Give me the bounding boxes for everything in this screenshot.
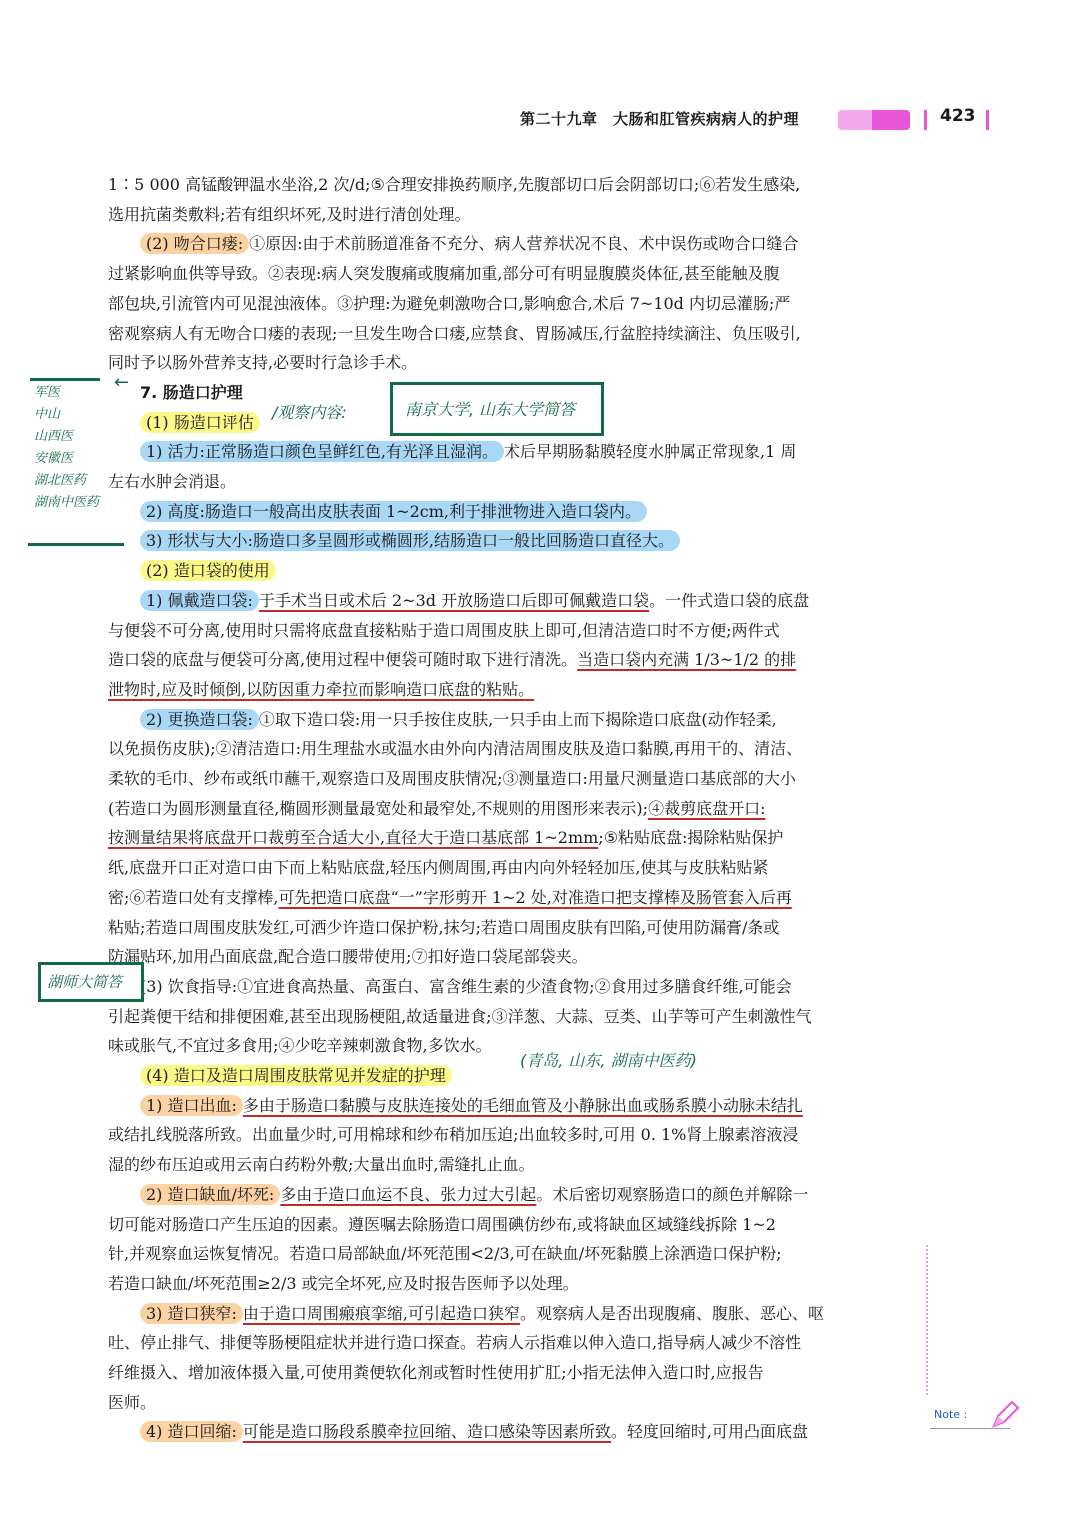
text-segment: (3) 饮食指导:①宜进食高热量、高蛋白、富含维生素的少渣食物;②食用过多膳食纤维,可能会 xyxy=(140,977,792,996)
text-line xyxy=(108,1031,904,1061)
underlined-text: 按测量结果将底盘开口裁剪至合适大小,直径大于造口基底部 1~2mm xyxy=(108,828,599,847)
highlighted-text: (1) 肠造口评估 xyxy=(140,412,260,433)
text-line xyxy=(108,319,904,349)
text-line xyxy=(108,675,904,705)
text-segment: 味或胀气,不宜过多食用;④少吃辛辣刺激食物,多饮水。 xyxy=(108,1036,492,1055)
highlighted-text: 3) 造口狭窄: xyxy=(140,1303,243,1324)
text-line xyxy=(140,705,904,735)
underlined-text: 当造口袋内充满 1/3~1/2 的排 xyxy=(577,650,797,669)
text-segment: 左右水肿会消退。 xyxy=(108,472,237,491)
text-segment: 湿的纱布压迫或用云南白药粉外敷;大量出血时,需缝扎止血。 xyxy=(108,1155,535,1174)
handwritten-observe-note: /观察内容: xyxy=(272,403,347,422)
underlined-text: 于手术当日或术后 2~3d 开放肠造口后即可佩戴造口袋 xyxy=(258,591,650,610)
text-line xyxy=(108,1358,904,1388)
text-segment: 防漏贴环,加用凸面底盘,配合造口腰带使用;⑦扣好造口袋尾部袋夹。 xyxy=(108,947,588,966)
underlined-text: 泄物时,应及时倾倒,以防因重力牵拉而影响造口底盘的粘贴。 xyxy=(108,680,535,699)
handwritten-school-list xyxy=(34,382,124,514)
underlined-text: 由于造口周围瘢痕挛缩,可引起造口狭窄 xyxy=(242,1304,520,1323)
highlighted-text: (4) 造口及造口周围皮肤常见并发症的护理 xyxy=(140,1065,452,1086)
handwritten-rule xyxy=(30,378,100,381)
text-line xyxy=(140,556,904,586)
text-segment: 纤维摄入、增加液体摄入量,可使用粪便软化剂或暂时性使用扩肛;小指无法伸入造口时,应报告 xyxy=(108,1363,764,1382)
text-segment: 同时予以肠外营养支持,必要时行急诊手术。 xyxy=(108,353,418,372)
page-header xyxy=(0,104,1080,134)
handwritten-school: 湖南中医药 xyxy=(34,495,100,510)
handwritten-box xyxy=(38,962,144,1002)
text-segment: 吐、停止排气、排便等肠梗阻症状并进行造口探查。若病人示指难以伸入造口,指导病人减少不溶性 xyxy=(108,1333,802,1352)
text-line xyxy=(108,913,904,943)
page-number: 423 xyxy=(940,106,976,126)
text-line xyxy=(108,1120,904,1150)
text-segment: 柔软的毛巾、纱布或纸巾蘸干,观察造口及周围皮肤情况;③测量造口:用量尺测量造口基底部的大小 xyxy=(108,769,796,788)
handwritten-school: 湖北医药 xyxy=(34,473,87,488)
underlined-text: 可能是造口肠段系膜牵拉回缩、造口感染等因素所致 xyxy=(242,1422,611,1441)
highlighted-text: 1) 活力:正常肠造口颜色呈鲜红色,有光泽且湿润。 xyxy=(140,441,504,462)
text-line xyxy=(108,170,904,200)
text-line xyxy=(108,823,904,853)
highlighted-text: (2) 吻合口瘘: xyxy=(140,233,249,254)
text-segment: (若造口为圆形测量直径,椭圆形测量最宽处和最窄处,不规则的用图形来表示); xyxy=(108,799,649,818)
note-label: Note : xyxy=(934,1408,968,1421)
text-segment: 密观察病人有无吻合口瘘的表现;一旦发生吻合口瘘,应禁食、胃肠减压,行盆腔持续滴注、负压吸引, xyxy=(108,324,801,343)
text-segment: 选用抗菌类敷料;若有组织坏死,及时进行清创处理。 xyxy=(108,205,471,224)
text-segment: 。观察病人是否出现腹痛、腹胀、恶心、呕 xyxy=(520,1304,825,1323)
text-line xyxy=(108,1239,904,1269)
highlighted-text: 2) 高度:肠造口一般高出皮肤表面 1~2cm,利于排泄物进入造口袋内。 xyxy=(140,501,647,522)
text-segment: 引起粪便干结和排便困难,甚至出现肠梗阻,故适量进食;③洋葱、大蒜、豆类、山芋等可产生刺激性气 xyxy=(108,1007,812,1026)
text-line xyxy=(140,586,904,616)
text-line xyxy=(108,616,904,646)
highlighted-text: 1) 佩戴造口袋: xyxy=(140,590,259,611)
text-segment: 与便袋不可分离,使用时只需将底盘直接粘贴于造口周围皮肤上即可,但清洁造口时不方便;两件式 xyxy=(108,621,780,640)
handwritten-schools-note: (青岛, 山东, 湖南中医药) xyxy=(520,1051,697,1070)
text-line xyxy=(108,1210,904,1240)
handwritten-school: 安徽医 xyxy=(34,451,74,466)
text-segment: ①取下造口袋:用一只手按住皮肤,一只手由上而下揭除造口底盘(动作轻柔, xyxy=(258,710,777,729)
text-line xyxy=(108,794,904,824)
text-segment: 。术后密切观察肠造口的颜色并解除一 xyxy=(536,1185,809,1204)
note-area xyxy=(930,1400,1020,1440)
text-segment: 密;⑥若造口处有支撑棒, xyxy=(108,888,279,907)
text-line xyxy=(108,1388,904,1418)
text-line xyxy=(108,1269,904,1299)
handwritten-school: 中山 xyxy=(34,407,61,422)
text-line xyxy=(108,764,904,794)
text-segment: 1∶5 000 高锰酸钾温水坐浴,2 次/d;⑤合理安排换药顺序,先腹部切口后会阴部切口;⑥若发生感染, xyxy=(108,175,801,194)
highlighted-text: 4) 造口回缩: xyxy=(140,1421,243,1442)
text-line xyxy=(140,526,904,556)
text-segment: 以免损伤皮肤);②清洁造口:用生理盐水或温水由外向内清洁周围皮肤及造口黏膜,再用干的、清洁、 xyxy=(108,739,803,758)
text-line xyxy=(108,200,904,230)
text-segment: 纸,底盘开口正对造口由下而上粘贴底盘,轻压内侧周围,再由内向外轻轻加压,使其与皮肤粘贴紧 xyxy=(108,858,769,877)
text-segment: 7. 肠造口护理 xyxy=(140,383,243,402)
handwritten-school: 军医 xyxy=(34,385,61,400)
text-line xyxy=(108,259,904,289)
text-line xyxy=(108,883,904,913)
handwritten-arrow: ← xyxy=(114,372,130,393)
header-divider xyxy=(924,110,927,130)
text-line xyxy=(108,853,904,883)
underlined-text: ④裁剪底盘开口: xyxy=(648,799,766,818)
text-line xyxy=(140,1417,904,1447)
text-line xyxy=(108,734,904,764)
header-divider xyxy=(986,110,989,130)
text-line xyxy=(140,1180,904,1210)
text-line xyxy=(140,229,904,259)
pencil-icon xyxy=(990,1400,1020,1430)
text-segment: 。一件式造口袋的底盘 xyxy=(649,591,810,610)
text-segment: 部包块,引流管内可见混浊液体。③护理:为避免刺激吻合口,影响愈合,术后 7~10d 内切忌灌肠;严 xyxy=(108,294,791,313)
text-segment: ①原因:由于术前肠道准备不充分、病人营养状况不良、术中误伤或吻合口缝合 xyxy=(249,234,799,253)
highlighted-text: 2) 造口缺血/坏死: xyxy=(140,1184,280,1205)
text-segment: 术后早期肠黏膜轻度水肿属正常现象,1 周 xyxy=(504,442,797,461)
chapter-color-bar xyxy=(838,110,910,130)
text-line xyxy=(108,1150,904,1180)
margin-dotted-line xyxy=(926,1245,928,1395)
text-line xyxy=(140,1091,904,1121)
text-line xyxy=(140,497,904,527)
text-segment: 造口袋的底盘与便袋可分离,使用过程中便袋可随时取下进行清洗。 xyxy=(108,650,578,669)
chapter-title: 第二十九章 大肠和肛管疾病病人的护理 xyxy=(520,110,800,128)
text-line xyxy=(108,942,904,972)
text-line xyxy=(140,1299,904,1329)
handwritten-box-text: 南京大学, 山东大学简答 xyxy=(405,400,576,419)
text-segment: 粘贴;若造口周围皮肤发红,可洒少许造口保护粉,抹匀;若造口周围皮肤有凹陷,可使用防漏膏/条或 xyxy=(108,918,780,937)
highlighted-text: 2) 更换造口袋: xyxy=(140,709,259,730)
highlighted-text: (2) 造口袋的使用 xyxy=(140,560,276,581)
text-line xyxy=(140,437,904,467)
text-segment: 医师。 xyxy=(108,1393,157,1412)
handwritten-box-text: 湖师大简答 xyxy=(47,973,123,991)
underlined-text: 可先把造口底盘“一”字形剪开 1~2 处,对准造口把支撑棒及肠管套入后再 xyxy=(278,888,792,907)
highlighted-text: 1) 造口出血: xyxy=(140,1095,243,1116)
text-segment: 切可能对肠造口产生压迫的因素。遵医嘱去除肠造口周围碘仿纱布,或将缺血区域缝线拆除 1~2 xyxy=(108,1215,776,1234)
text-line xyxy=(108,348,904,378)
text-line xyxy=(108,467,904,497)
text-segment: 。轻度回缩时,可用凸面底盘 xyxy=(610,1422,809,1441)
text-segment: 或结扎线脱落所致。出血量少时,可用棉球和纱布稍加压迫;出血较多时,可用 0. 1%肾上腺素溶液浸 xyxy=(108,1125,799,1144)
text-segment: 针,并观察血运恢复情况。若造口局部缺血/坏死范围<2/3,可在缺血/坏死黏膜上涂洒造口保护粉; xyxy=(108,1244,782,1263)
text-line xyxy=(108,645,904,675)
underlined-text: 多由于造口血运不良、张力过大引起 xyxy=(280,1185,537,1204)
handwritten-rule xyxy=(28,543,124,546)
text-line xyxy=(108,289,904,319)
text-segment: ;⑤粘贴底盘:揭除粘贴保护 xyxy=(598,828,784,847)
highlighted-text: 3) 形状与大小:肠造口多呈圆形或椭圆形,结肠造口一般比回肠造口直径大。 xyxy=(140,530,680,551)
handwritten-box xyxy=(390,382,604,436)
text-line xyxy=(108,1328,904,1358)
text-line xyxy=(108,1002,904,1032)
text-segment: 若造口缺血/坏死范围≥2/3 或完全坏死,应及时报告医师予以处理。 xyxy=(108,1274,579,1293)
handwritten-school: 山西医 xyxy=(34,429,74,444)
underlined-text: 多由于肠造口黏膜与皮肤连接处的毛细血管及小静脉出血或肠系膜小动脉未结扎 xyxy=(242,1096,803,1115)
text-segment: 过紧影响血供等导致。②表现:病人突发腹痛或腹痛加重,部分可有明显腹膜炎体征,甚至能触及腹 xyxy=(108,264,780,283)
text-line xyxy=(140,972,904,1002)
